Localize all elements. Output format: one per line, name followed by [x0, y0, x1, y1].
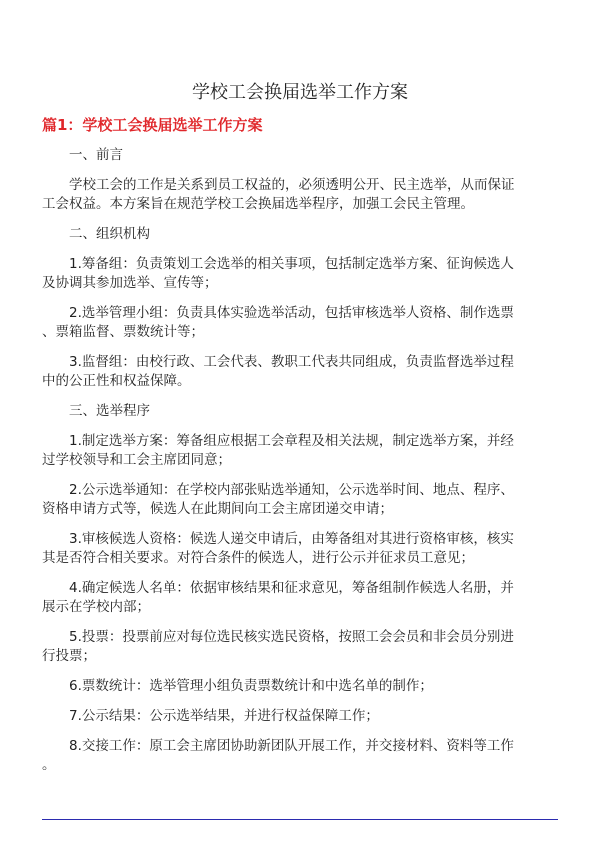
paragraph-line: 7.公示结果：公示选举结果，并进行权益保障工作；: [69, 708, 379, 724]
paragraph: [42, 737, 514, 775]
paragraph: [42, 432, 514, 470]
paragraph-line: 。: [42, 757, 56, 773]
paragraph: [42, 304, 514, 342]
paragraph-line: 8.交接工作：原工会主席团协助新团队开展工作，并交接材料、资料等工作: [69, 738, 514, 754]
paragraph-line: 3.审核候选人资格：候选人递交申请后，由筹备组对其进行资格审核，核实: [69, 531, 514, 547]
paragraph-line: 1.制定选举方案：筹备组应根据工会章程及相关法规，制定选举方案，并经: [69, 433, 514, 449]
paragraph: [42, 402, 482, 421]
paragraph: [42, 628, 514, 666]
paragraph: [42, 225, 482, 244]
paragraph-line: 过学校领导和工会主席团同意；: [42, 452, 231, 468]
paragraph: [42, 255, 514, 293]
footer-divider: [42, 819, 558, 820]
paragraph-line: 及协调其参加选举、宣传等；: [42, 275, 218, 291]
paragraph: [42, 176, 515, 214]
paragraph-line: 学校工会的工作是关系到员工权益的，必须透明公开、民主选举，从而保证: [69, 177, 515, 193]
paragraph-line: 3.监督组：由校行政、工会代表、教职工代表共同组成，负责监督选举过程: [69, 354, 514, 370]
section-heading: 篇1：学校工会换届选举工作方案: [42, 116, 263, 134]
paragraph-line: 2.选举管理小组：负责具体实验选举活动，包括审核选举人资格、制作选票: [69, 305, 514, 321]
document-title: 学校工会换届选举工作方案: [192, 82, 408, 103]
paragraph-line: 5.投票：投票前应对每位选民核实选民资格，按照工会会员和非会员分别进: [69, 629, 514, 645]
paragraph: [42, 146, 482, 165]
paragraph: [42, 579, 514, 617]
paragraph-line: 4.确定候选人名单：依据审核结果和征求意见，筹备组制作候选人名册，并: [69, 580, 514, 596]
paragraph-line: 中的公正性和权益保障。: [42, 373, 191, 389]
paragraph-line: 、票箱监督、票数统计等；: [42, 324, 204, 340]
paragraph: [42, 353, 514, 391]
paragraph: [42, 677, 482, 696]
paragraph-line: 2.公示选举通知：在学校内部张贴选举通知，公示选举时间、地点、程序、: [69, 482, 514, 498]
paragraph: [42, 530, 514, 568]
paragraph-line: 三、选举程序: [69, 403, 150, 419]
paragraph: [42, 481, 514, 519]
paragraph-line: 6.票数统计：选举管理小组负责票数统计和中选名单的制作；: [69, 678, 433, 694]
paragraph-line: 行投票；: [42, 648, 96, 664]
document-body: [42, 146, 515, 786]
paragraph-line: 展示在学校内部；: [42, 599, 150, 615]
paragraph-line: 资格申请方式等，候选人在此期间向工会主席团递交申请；: [42, 501, 393, 517]
paragraph: [42, 707, 482, 726]
paragraph-line: 1.筹备组：负责策划工会选举的相关事项，包括制定选举方案、征询候选人: [69, 256, 514, 272]
paragraph-line: 二、组织机构: [69, 226, 150, 242]
paragraph-line: 工会权益。本方案旨在规范学校工会换届选举程序，加强工会民主管理。: [42, 196, 474, 212]
paragraph-line: 其是否符合相关要求。对符合条件的候选人，进行公示并征求员工意见；: [42, 550, 474, 566]
paragraph-line: 一、前言: [69, 147, 123, 163]
